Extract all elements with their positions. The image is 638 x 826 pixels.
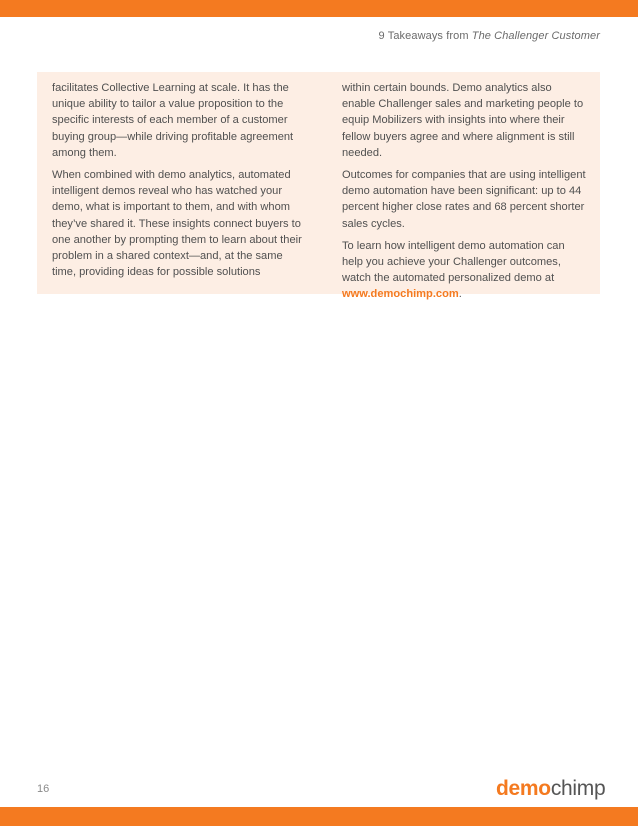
right-paragraph-2: Outcomes for companies that are using intelligent demo automation have been significant: up to 44 percent higher close rates and 68 percent shorter sales cycles. (342, 169, 586, 230)
demochimp-link[interactable]: www.demochimp.com (342, 288, 459, 301)
running-header-prefix: 9 Takeaways from (378, 30, 472, 42)
cta-text: To learn how intelligent demo automation can help you achieve your Challenger outcomes, watch the automated personalized demo at (342, 239, 565, 285)
page-number: 16 (37, 783, 50, 795)
running-header (379, 30, 600, 42)
left-column (52, 80, 302, 290)
logo-demo-text: demo (496, 777, 551, 800)
right-column (342, 80, 587, 313)
left-paragraph-1: facilitates Collective Learning at scale. It has the unique ability to tailor a value proposition to the specific interests of each member of a customer buying group—while driving profitable agreement among them. (52, 82, 294, 159)
logo-chimp-text: chimp (550, 777, 606, 800)
left-paragraph-2: When combined with demo analytics, automated intelligent demos reveal who has watched your demo, what is important to them, and with whom they’ve shared it. These insights connect buyers to one another by prompting them to learn about their problem in a shared context—and, at the same time, providing ideas for possible solutions (52, 169, 302, 279)
bottom-accent-bar (0, 807, 638, 826)
book-title: The Challenger Customer (471, 30, 600, 42)
cta-end: . (458, 288, 462, 301)
top-accent-bar (0, 0, 638, 17)
demochimp-logo (496, 777, 605, 801)
right-paragraph-1: within certain bounds. Demo analytics also enable Challenger sales and marketing people to equip Mobilizers with insights into where their fellow buyers agree and where alignment is still needed. (342, 82, 584, 159)
right-paragraph-3 (342, 238, 587, 303)
callout-box (37, 72, 600, 301)
